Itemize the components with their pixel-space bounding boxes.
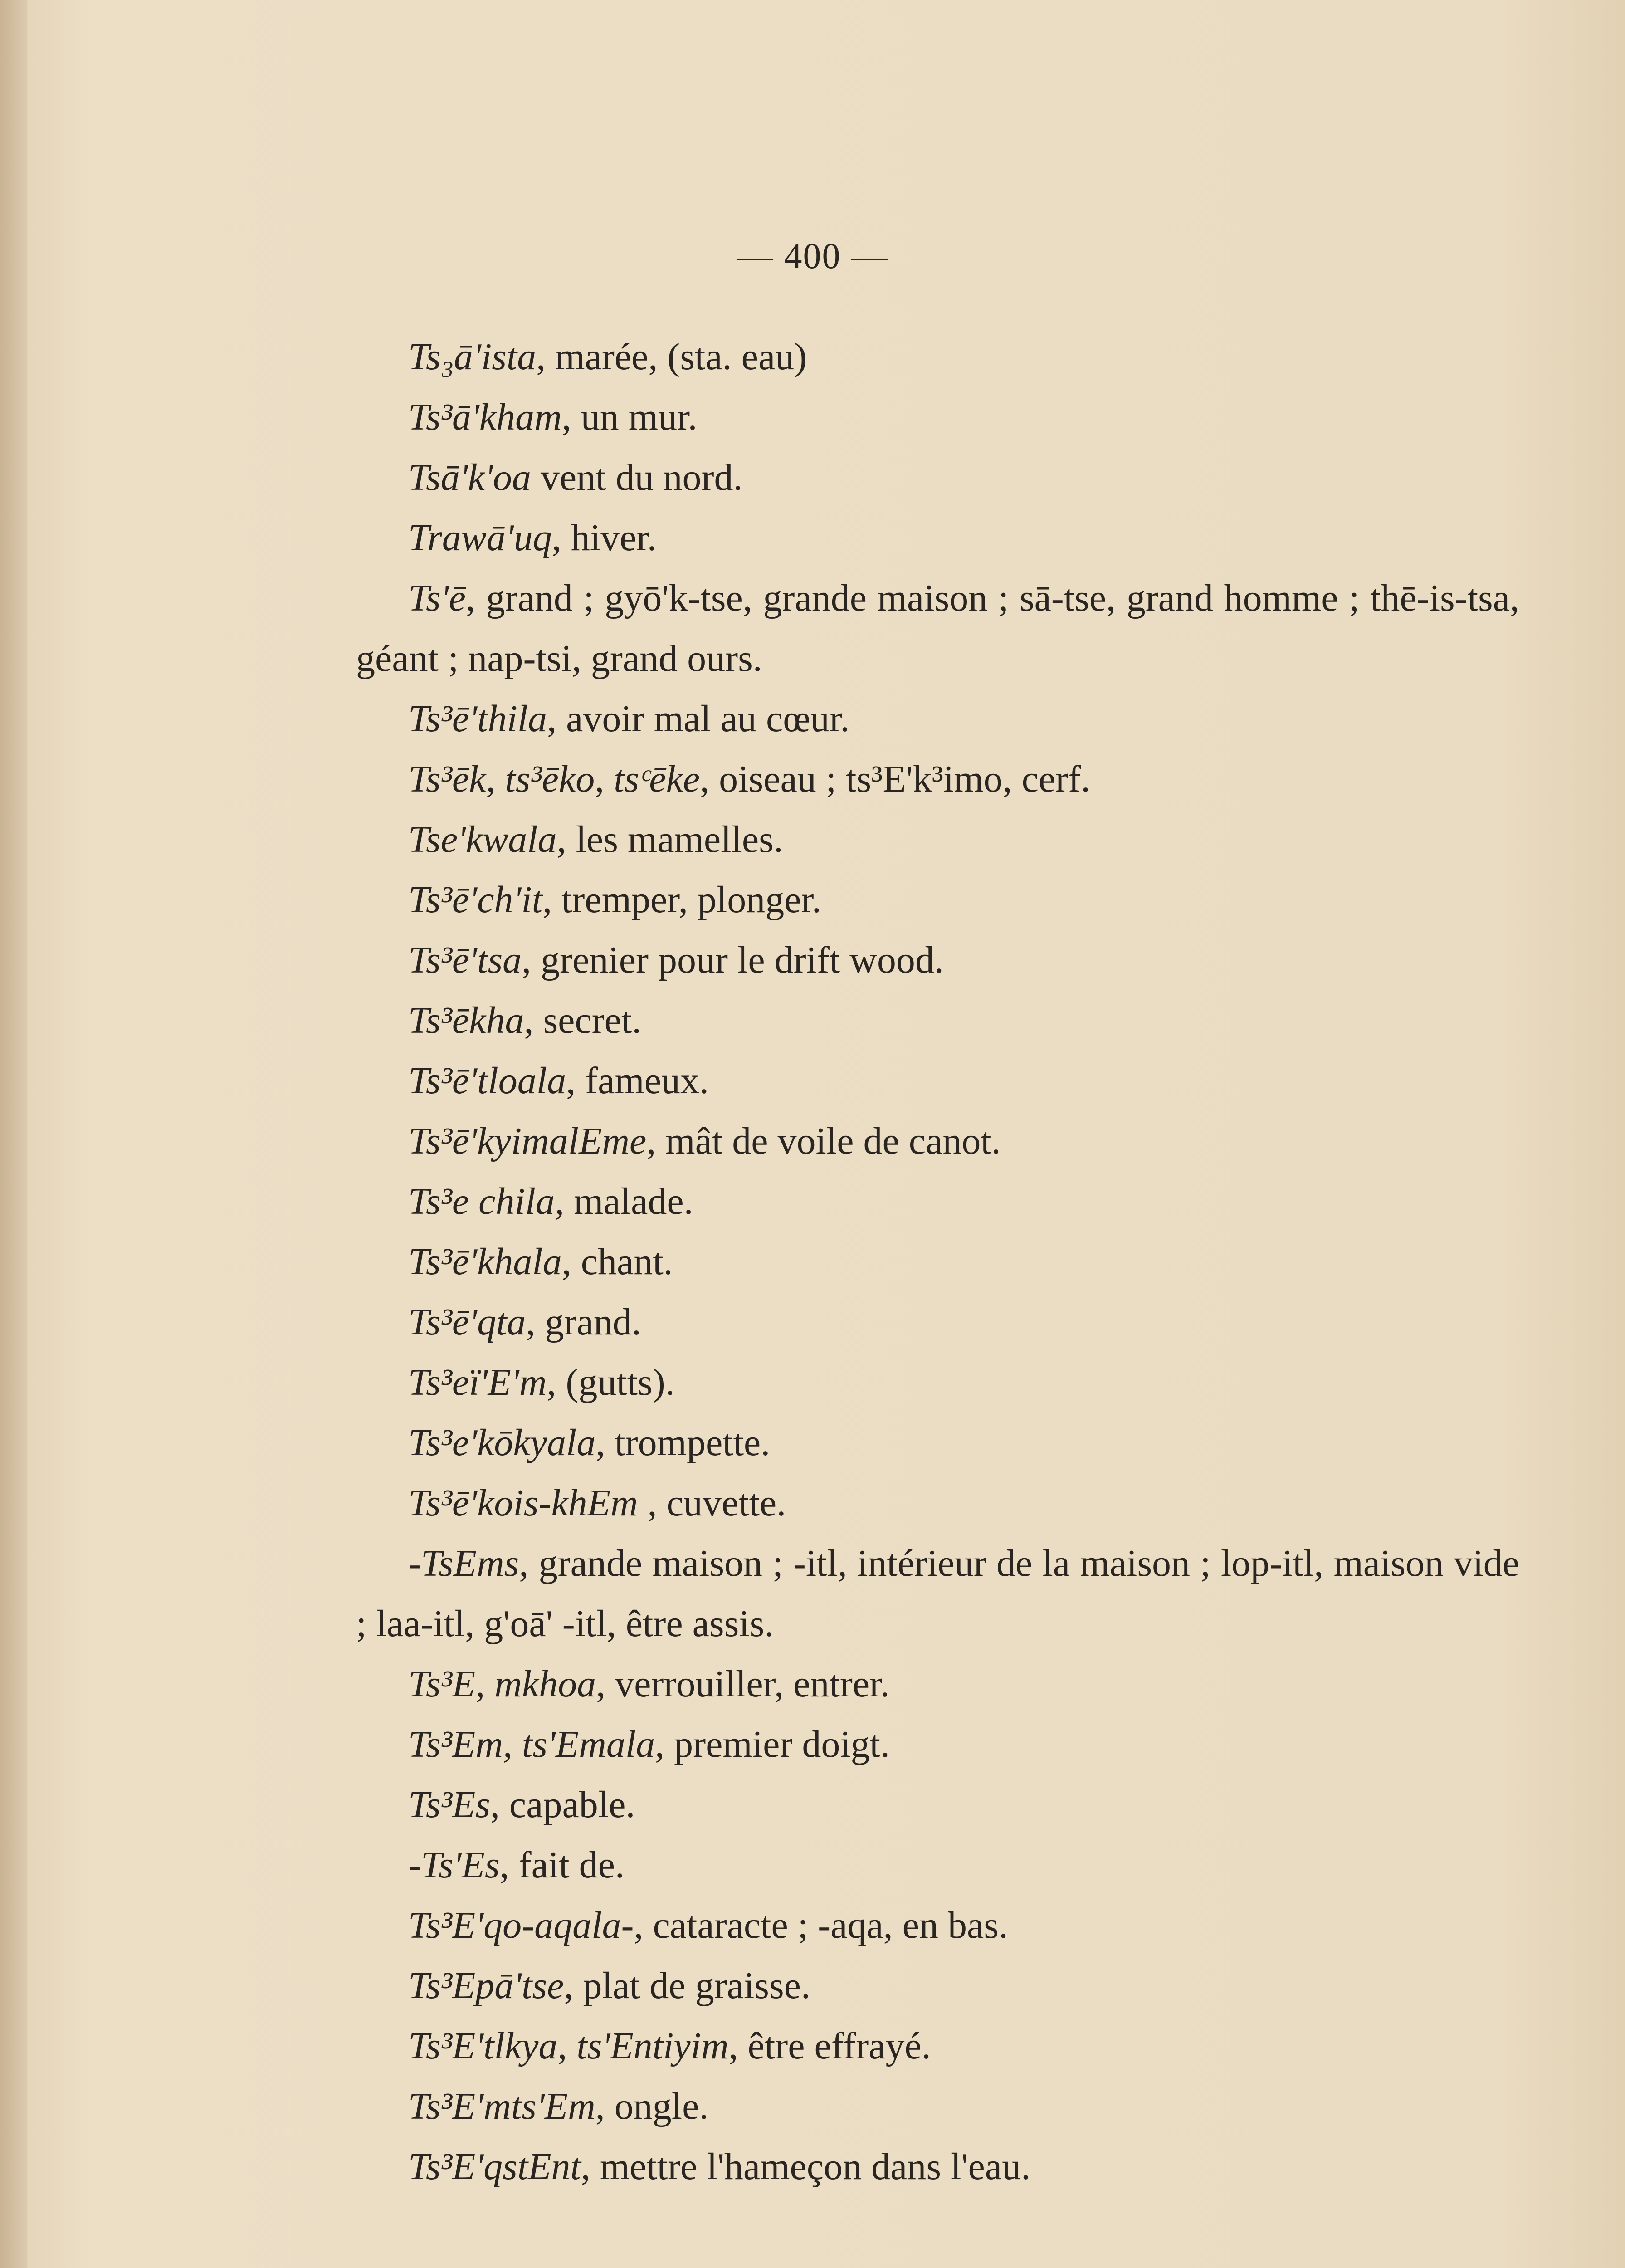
- list-item: [408, 930, 1519, 990]
- entry-term: Ts³E'mts'Em: [408, 2085, 595, 2127]
- list-item: [408, 2136, 1519, 2197]
- entry-term: -TsEms: [408, 1542, 519, 1584]
- list-item: [408, 1111, 1519, 1171]
- entry-term: Trawā'uq: [408, 517, 552, 559]
- list-item: [408, 1714, 1519, 1774]
- entry-term: Ts³E, mkhoa: [408, 1663, 596, 1705]
- entry-definition: , (gutts).: [547, 1361, 675, 1403]
- list-item: [408, 1171, 1519, 1232]
- entry-term: Ts³ēkha: [408, 999, 524, 1041]
- entry-definition: , oiseau ; ts³E'k³imo, cerf.: [700, 758, 1091, 800]
- list-item: [408, 809, 1519, 870]
- entry-term: Tse'kwala: [408, 818, 557, 860]
- list-item: [408, 1413, 1519, 1473]
- list-item: [408, 1835, 1519, 1895]
- list-item: [408, 327, 1519, 387]
- entry-term: Ts³E'qstEnt: [408, 2146, 581, 2188]
- entry-term: Ts³E'qo-aqala-: [408, 1904, 634, 1946]
- entry-term: Ts³ē'qta: [408, 1301, 526, 1343]
- entry-definition: , mettre l'hameçon dans l'eau.: [581, 2146, 1031, 2188]
- entry-definition: , secret.: [524, 999, 642, 1041]
- entry-definition: , malade.: [555, 1180, 693, 1222]
- entry-definition: , tremper, plonger.: [542, 879, 821, 921]
- entry-term: Tsā'k'oa: [408, 456, 531, 499]
- list-item: [408, 1473, 1519, 1533]
- entry-definition: , hiver.: [551, 517, 657, 559]
- list-item: [408, 870, 1519, 930]
- entry-term: Ts³ē'tsa: [408, 939, 522, 981]
- list-item: [408, 2076, 1519, 2136]
- list-item: [408, 689, 1519, 749]
- entry-definition: , grand.: [526, 1301, 641, 1343]
- entry-term: Ts³ē'tloala: [408, 1060, 566, 1102]
- page-spine-edge: [0, 0, 27, 2268]
- entry-definition: vent du nord.: [531, 456, 743, 499]
- entry-definition: , marée, (sta. eau): [536, 336, 807, 378]
- list-item: [408, 1051, 1519, 1111]
- list-item: [356, 1533, 1519, 1654]
- list-item: [356, 568, 1519, 689]
- list-item: [408, 749, 1519, 809]
- entry-definition: , premier doigt.: [655, 1723, 890, 1765]
- entry-definition: , cuvette.: [638, 1482, 786, 1524]
- entry-definition: , fameux.: [566, 1060, 709, 1102]
- entry-definition: , grenier pour le drift wood.: [522, 939, 944, 981]
- entry-definition: , plat de graisse.: [564, 1965, 810, 2007]
- entry-definition: , cataracte ; -aqa, en bas.: [634, 1904, 1008, 1946]
- entry-definition: , être effrayé.: [728, 2025, 931, 2067]
- list-item: [408, 1654, 1519, 1714]
- entry-definition: , un mur.: [561, 396, 698, 438]
- entry-term: Ts³ēk, ts³ēko, tsᶜēke: [408, 758, 700, 800]
- list-item: [408, 508, 1519, 568]
- entry-term: -Ts'Es: [408, 1844, 500, 1886]
- list-item: [408, 2016, 1519, 2076]
- entry-definition: , trompette.: [595, 1422, 771, 1464]
- entry-term: Ts³e'kōkyala: [408, 1422, 596, 1464]
- entry-term: Ts³ē'khala: [408, 1241, 562, 1283]
- entry-definition: , chant.: [561, 1241, 673, 1283]
- entry-term: Ts³Em, ts'Emala: [408, 1723, 655, 1765]
- entry-term: Ts³Epā'tse: [408, 1965, 564, 2007]
- list-item: [408, 1895, 1519, 1955]
- list-item: [408, 1955, 1519, 2016]
- entry-definition: , avoir mal au cœur.: [547, 698, 850, 740]
- entry-term: Ts³ā'kham: [408, 396, 562, 438]
- entry-definition: , fait de.: [499, 1844, 625, 1886]
- list-item: [408, 387, 1519, 447]
- list-item: [408, 1292, 1519, 1352]
- list-item: [408, 447, 1519, 508]
- entry-term: Ts₃ā'ista: [408, 336, 537, 378]
- entry-term: Ts³e chila: [408, 1180, 555, 1222]
- entry-definition: , les mamelles.: [556, 818, 783, 860]
- entry-definition: , capable.: [490, 1784, 635, 1826]
- list-item: [408, 1232, 1519, 1292]
- entry-term: Ts³ē'ch'it: [408, 879, 543, 921]
- list-item: [408, 1774, 1519, 1835]
- entry-definition: , grand ; gyō'k-tse, grande maison ; sā-tse, grand homme ; thē-is-tsa, géant ; nap-tsi, grand ours.: [356, 577, 1519, 679]
- entry-term: Ts³eï'E'm: [408, 1361, 547, 1403]
- entry-definition: , mât de voile de canot.: [646, 1120, 1001, 1162]
- dictionary-entries: [356, 327, 1519, 2197]
- entry-definition: , verrouiller, entrer.: [596, 1663, 890, 1705]
- list-item: [408, 1352, 1519, 1413]
- entry-term: Ts³E'tlkya, ts'Entiyim: [408, 2025, 729, 2067]
- entry-term: Ts³ē'kois-khEm: [408, 1482, 638, 1524]
- entry-term: Ts³ē'thila: [408, 698, 547, 740]
- entry-definition: , ongle.: [595, 2085, 709, 2127]
- page-number: — 400 —: [737, 236, 888, 276]
- entry-term: Ts³Es: [408, 1784, 490, 1826]
- entry-term: Ts³ē'kyimalEme: [408, 1120, 647, 1162]
- entry-definition: , grande maison ; -itl, intérieur de la maison ; lop-itl, maison vide ; laa-itl, g'oā' -itl, être assis.: [356, 1542, 1519, 1645]
- list-item: [408, 990, 1519, 1051]
- entry-term: Ts'ē: [408, 577, 466, 619]
